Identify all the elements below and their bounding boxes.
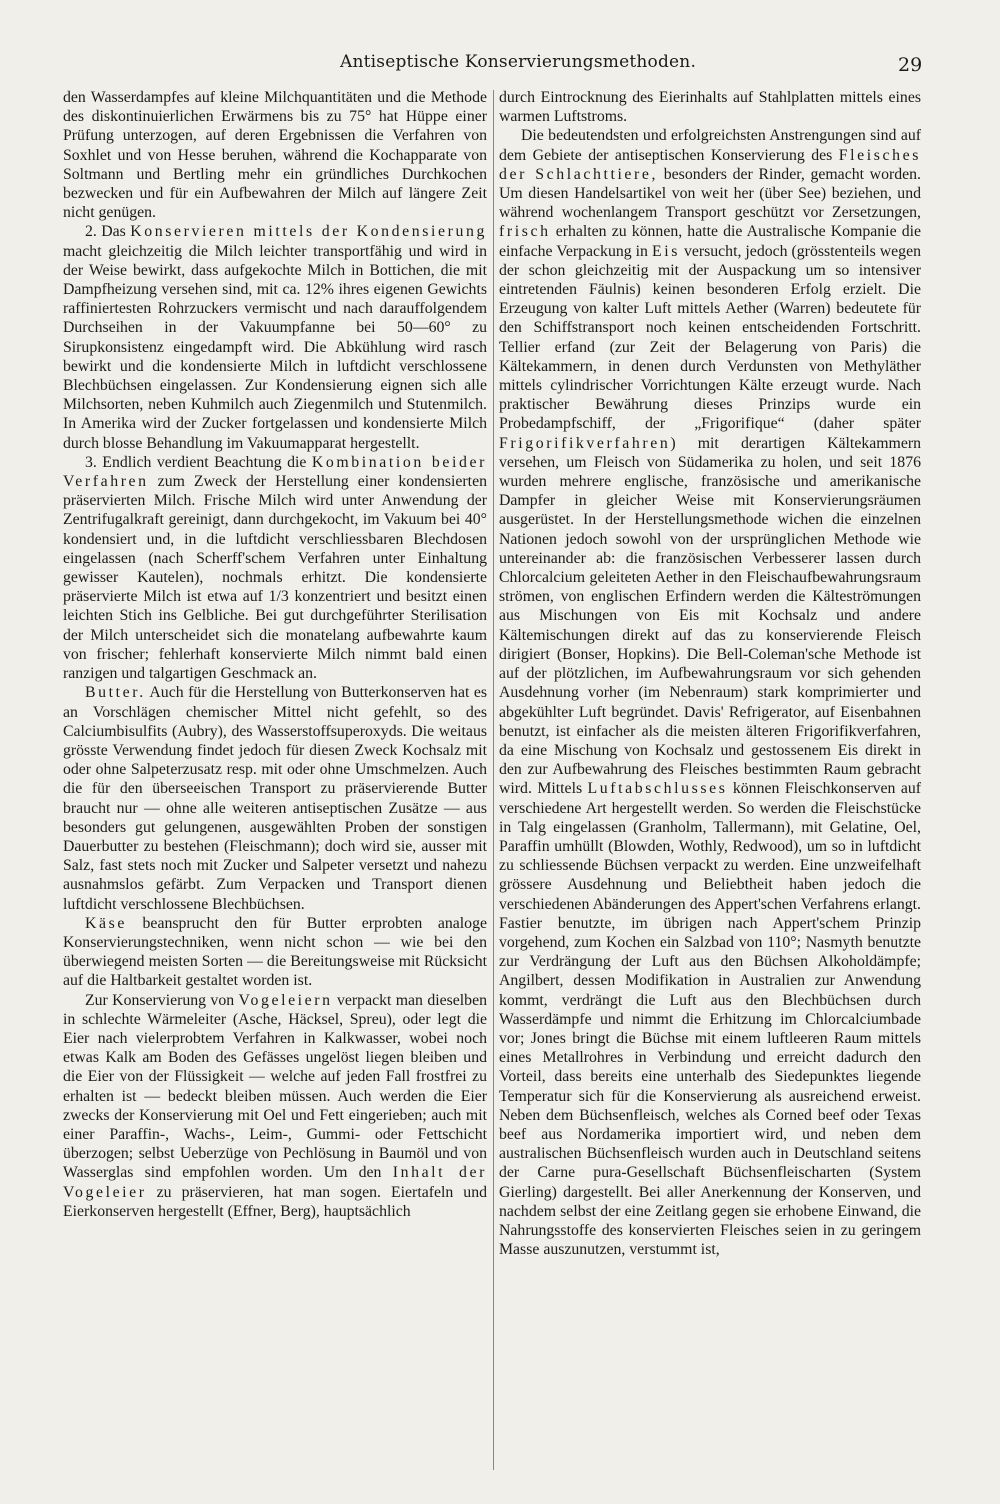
paragraph-condensation [63, 222, 487, 452]
paragraph-butter [63, 683, 487, 913]
emphasis-term: Butter. [85, 684, 146, 702]
paragraph-egg-drying: durch Eintrocknung des Eierinhalts auf Stahlplatten mittels eines warmen Luftstroms. [499, 89, 921, 126]
running-head [0, 52, 1000, 80]
emphasis-term: Käse [85, 914, 127, 932]
paragraph-body: verpackt man dieselben in schlechte Wärmeleiter (Asche, Häcksel, Spreu), oder legt die Eier nach vielerprobtem Verfahren in Kalkwasser, wobei noch etwas Kalk am Boden des Gefässes ungelöst liegen bleiben und die Eier von der Flüssigkeit — welche auf jeden Fall frostfrei zu erhalten ist — bedeckt bleiben müssen. Auch werden die Eier zwecks der Konservierung mit Oel und Fett eingerieben; auch mit einer Paraffin-, Wachs-, Leim-, Gummi- oder Fettschicht überzogen; selbst Ueberzüge von Pechlösung in Baumöl und von Wasserglas sind empfohlen worden. Um den [63, 991, 487, 1182]
running-title: Antiseptische Konservierungsmethoden. [340, 52, 697, 72]
page-number: 29 [898, 54, 923, 76]
emphasis-term: frisch [499, 223, 551, 241]
paragraph-cheese [63, 914, 487, 991]
paragraph-lead: Die bedeutendsten und erfolgreichsten Anstrengungen sind auf dem Gebiete der antiseptischen Konservierung des [499, 127, 921, 164]
emphasis-term: Kombination beider Verfahren [63, 453, 487, 491]
paragraph-body: macht gleichzeitig die Milch leichter transportfähig und wird in der Weise bewirkt, dass aufgekochte Milch in Bottichen, die mit Dampfheizung versehen sind, mit ca. 12% ihres eigenen Gewichts raffiniertesten Rohrzuckers vermischt und nach darauffolgendem Durchseihen in der Vakuumpfanne bei 50—60° zu Sirupkonsistenz eingedampft wird. Die Abkühlung wird rasch bewirkt und die kondensierte Milch in luftdicht verschlossene Blechbüchsen eingelassen. Zur Kondensierung eignen sich alle Milchsorten, neben Kuhmilch auch Ziegenmilch und Stutenmilch. In Amerika wird der Zucker fortgelassen und kondensierte Milch durch blosse Behandlung im Vakuumapparat hergestellt. [63, 242, 487, 452]
paragraph-body: zu präservieren, hat man sogen. Eiertafeln und Eierkonserven hergestellt (Effner, Berg), hauptsächlich [63, 1183, 487, 1220]
paragraph-body: können Fleischkonserven auf verschiedene Art hergestellt werden. So werden die Fleischstücke in Talg eingelassen (Granholm, Tallermann), mit Gelatine, Oel, Paraffin umhüllt (Blowden, Wothly, Redwood), um so in luftdicht zu schliessende Büchsen verpackt zu werden. Eine unzweifelhaft grössere Ausdehnung und Beliebtheit haben jedoch die verschiedenen Abänderungen des Appert'schen Verfahrens erlangt. Fastier benutzte, im übrigen nach Appert'schem Prinzip vorgehend, zum Kochen ein Salzbad von 110°; Nasmyth benutzte zur Verdrängung der Luft aus den Büchsen Alkoholdämpfe; Angilbert, dessen Modifikation in Australien zur Anwendung kommt, verdrängt die Luft aus den Blechbüchsen durch Wasserdämpfe und nimmt die Erhitzung im Chlorcalciumbade vor; Jones bringt die Büchse mit einem luftleeren Raum mittels eines Metallrohres in Verbindung und erreicht dadurch den Vorteil, dass bereits eine unterhalb des Siedepunktes liegende Temperatur sich für die Konservierung als ausreichend erweist. Neben dem Büchsenfleisch, welches als Corned beef oder Texas beef aus Nordamerika importiert wird, und neben dem australischen Büchsenfleisch wurden auch in Deutschland seitens der Carne pura-Gesellschaft Büchsenfleischarten (System Gierling) dargestellt. Bei aller Anerkennung der Konserven, und nachdem selbst der eine Zeitlang gegen sie erhobene Einwand, die Nahrungsstoffe des konservierten Fleisches seien in zu geringem Masse auszunutzen, verstummt ist, [499, 780, 921, 1259]
paragraph-body: zum Zweck der Herstellung einer kondensierten präservierten Milch. Frische Milch wird unter Anwendung der Zentrifugalkraft gereinigt, dann durchgekocht, im Vakuum bei 40° kondensiert und, in die luftdicht verschliessbaren Blechdosen eingelassen (nach Scherff'schem Verfahren unter Einhaltung gewisser Kautelen), nochmals erhitzt. Die kondensierte präservierte Milch ist etwa auf 1/3 konzentriert und besitzt einen leichten Stich ins Gelbliche. Bei gut durchgeführter Sterilisation der Milch unterscheidet sich die monatelang aufbewahrte kaum von frischer; fehlerhaft konservierte Milch nimmt bald einen ranzigen und talgartigen Geschmack an. [63, 473, 487, 683]
paragraph-meat-preservation [499, 126, 921, 1259]
paragraph-body: Auch für die Herstellung von Butterkonserven hat es an Vorschlägen chemischer Mittel nicht gefehlt, so des Calciumbisulfits (Aubry), des Wasserstoffsuperoxyds. Die weitaus grösste Verwendung findet jedoch für diesen Zweck Kochsalz mit oder ohne Salpeterzusatz resp. mit oder ohne Umschmelzen. Auch die für den überseeischen Transport zu präservierende Butter braucht nur — ohne alle weiteren antiseptischen Zusätze — aus besonders gut gelungenen, ausgewählten Proben der sonstigen Dauerbutter zu bestehen (Fleischmann); doch wird sie, ausser mit Salz, fast stets noch mit Zucker und Salpeter versetzt und nahezu ausnahmslos gefärbt. Zum Verpacken und Transport dienen luftdicht verschlossene Blechbüchsen. [63, 684, 487, 913]
emphasis-term: Frigorifikverfahren [499, 434, 671, 452]
paragraph-body: ) mit derartigen Kältekammern versehen, um Fleisch von Südamerika zu holen, und seit 1876 wurden mehrere englische, französische und amerikanische Dampfer in gleicher Weise mit Konservierungsräumen ausgerüstet. In der Herstellungsmethode wichen die einzelnen Nationen jedoch sowohl von der ursprünglichen Methode wie untereinander ab: die französischen Verbesserer lassen durch Chlorcalcium geleiteten Aether in den Fleischaufbewahrungsraum strömen, von englischen Erfindern werden die Kälteströmungen aus Mischungen von Eis mit Kochsalz und andere Kältemischungen direkt auf das zu konservierende Fleisch dirigiert (Bonser, Hopkins). Die Bell-Coleman'sche Methode ist auf der plötzlichen, im Aufbewahrungsraum vor sich gehenden Ausdehnung vorher (im Nebenraum) stark komprimierter und abgekühlter Luft begründet. Davis' Refrigerator, auf Eisenbahnen benutzt, ist einfacher als die meisten älteren Frigorifikverfahren, da eine Mischung von Kochsalz und gestossenem Eis direkt in den zur Aufbewahrung des Fleisches bestimmten Raum gebracht wird. Mittels [499, 434, 921, 798]
paragraph-milk-methods: den Wasserdampfes auf kleine Milchquantitäten und die Methode des diskontinuierlichen Erwärmens bis zu 75° hat Hüppe einer Prüfung unterzogen, auf deren Ergebnissen die Verfahren von Soxhlet und von Hesse beruhen, während die Kochapparate von Soltmann und Bertling mehr ein gründliches Durchkochen bezwecken und für ein Aufbewahren der Milch auf längere Zeit nicht genügen. [63, 89, 487, 222]
emphasis-term: Inhalt der Vogeleier [63, 1164, 488, 1201]
paragraph-lead: 2. Das [85, 223, 131, 241]
left-column [63, 88, 487, 1221]
paragraph-eggs [63, 991, 487, 1221]
emphasis-term: Eis [651, 242, 680, 260]
emphasis-term: Vogeleiern [238, 991, 333, 1009]
emphasis-term: Fleisches der Schlachttiere, [499, 146, 921, 183]
paragraph-body: versucht, jedoch (grösstenteils wegen der schon gleichzeitig mit der Auspackung um so intensiver eintretenden Fäulnis) keinen besonderen Erfolg erzielt. Die Erzeugung von kalter Luft mittels Aether (Warren) bedeutete für den Schiffstransport noch keinen entscheidenden Fortschritt. Tellier erfand (zur Zeit der Belagerung von Paris) die Kältekammern, in denen durch Verdunsten von Methyläther mittels cylindrischer Vorrichtungen Kälte erzeugt wurde. Nach praktischer Bewährung dieses Prinzips wurde ein Probedampfschiff, der „Frigorifique“ (daher später [499, 242, 921, 433]
emphasis-term: Luftabschlusses [587, 780, 728, 798]
column-divider [493, 90, 494, 1470]
paragraph-body: beansprucht den für Butter erprobten analoge Konservierungstechniken, wenn nicht schon — wie bei den überwiegend meisten Sorten — die Bereitungsweise mit Rücksicht auf die Haltbarkeit gestaltet worden ist. [63, 914, 487, 990]
paragraph-combination [63, 453, 487, 683]
paragraph-body: erhalten zu können, hatte die Australische Kompanie die einfache Verpackung in [499, 223, 921, 260]
right-column [499, 88, 921, 1259]
paragraph-lead: Zur Konservierung von [85, 991, 239, 1009]
emphasis-term: Konservieren mittels der Kondensierung [130, 223, 487, 241]
paragraph-lead: 3. Endlich verdient Beachtung die [85, 453, 312, 471]
paragraph-body: besonders der Rinder, gemacht worden. Um diesen Handelsartikel von weit her (über See) beziehen, und während wochenlangem Transport geschützt vor Zersetzungen, [499, 165, 922, 222]
